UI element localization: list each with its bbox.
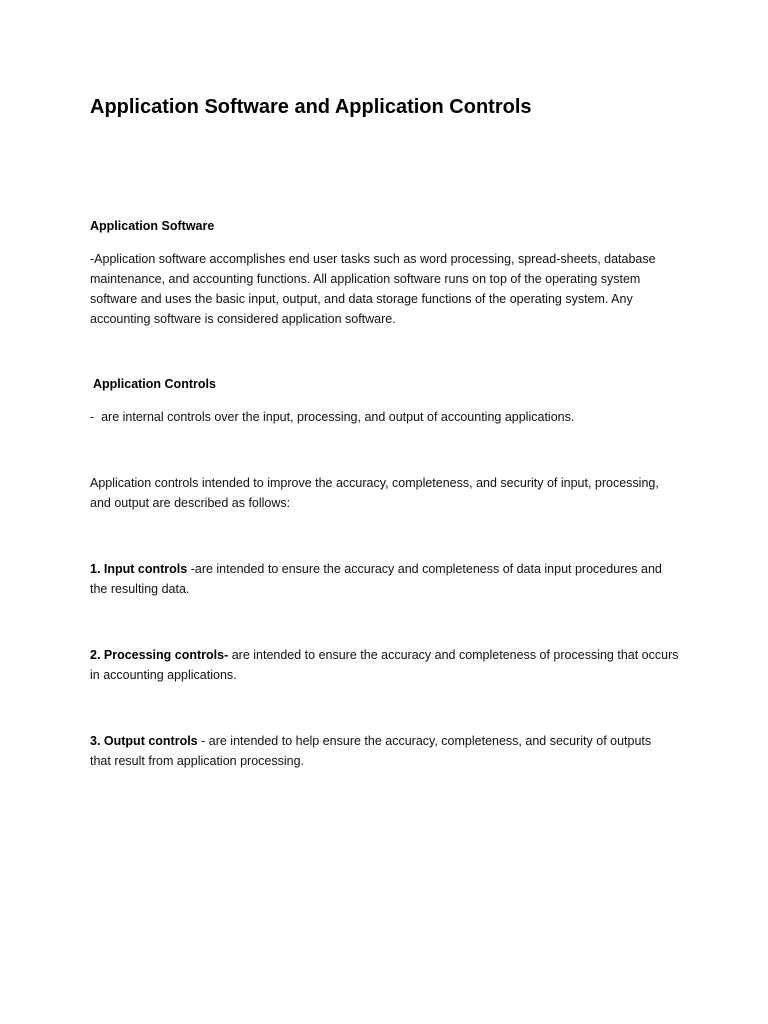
- item-label: 2. Processing controls-: [90, 648, 229, 662]
- paragraph-line: software and uses the basic input, output, and data storage functions of the operating system. Any: [90, 292, 633, 306]
- input-controls-item: [90, 559, 690, 599]
- item-second-line: that result from application processing.: [90, 754, 304, 768]
- paragraph-line: and output are described as follows:: [90, 496, 291, 510]
- processing-controls-item: [90, 645, 690, 685]
- item-second-line: the resulting data.: [90, 582, 190, 596]
- output-controls-item: [90, 731, 690, 771]
- paragraph-line: -Application software accomplishes end user tasks such as word processing, spread-sheets, database: [90, 252, 656, 266]
- item-label: 1. Input controls: [90, 562, 188, 576]
- application-controls-definition: [90, 407, 690, 427]
- item-first-line: [90, 731, 690, 751]
- application-controls-intro-paragraph: [90, 473, 690, 513]
- application-software-paragraph: [90, 249, 690, 329]
- paragraph-line: maintenance, and accounting functions. All application software runs on top of the operating system: [90, 272, 641, 286]
- paragraph-line: accounting software is considered application software.: [90, 312, 396, 326]
- item-first-line: [90, 559, 690, 579]
- item-second-line: in accounting applications.: [90, 668, 237, 682]
- item-first-line: [90, 645, 690, 665]
- section-heading-application-controls: Application Controls: [93, 377, 216, 391]
- section-heading-application-software: Application Software: [90, 219, 215, 233]
- item-label: 3. Output controls: [90, 734, 198, 748]
- paragraph-line: Application controls intended to improve the accuracy, completeness, and security of input, processing,: [90, 476, 659, 490]
- item-text: -are intended to ensure the accuracy and completeness of data input procedures and: [187, 562, 662, 576]
- definition-line: - are internal controls over the input, processing, and output of accounting applications.: [90, 410, 575, 424]
- item-text: - are intended to help ensure the accuracy, completeness, and security of outputs: [197, 734, 652, 748]
- item-text: are intended to ensure the accuracy and completeness of processing that occurs: [228, 648, 679, 662]
- document-title: Application Software and Application Controls: [90, 96, 532, 118]
